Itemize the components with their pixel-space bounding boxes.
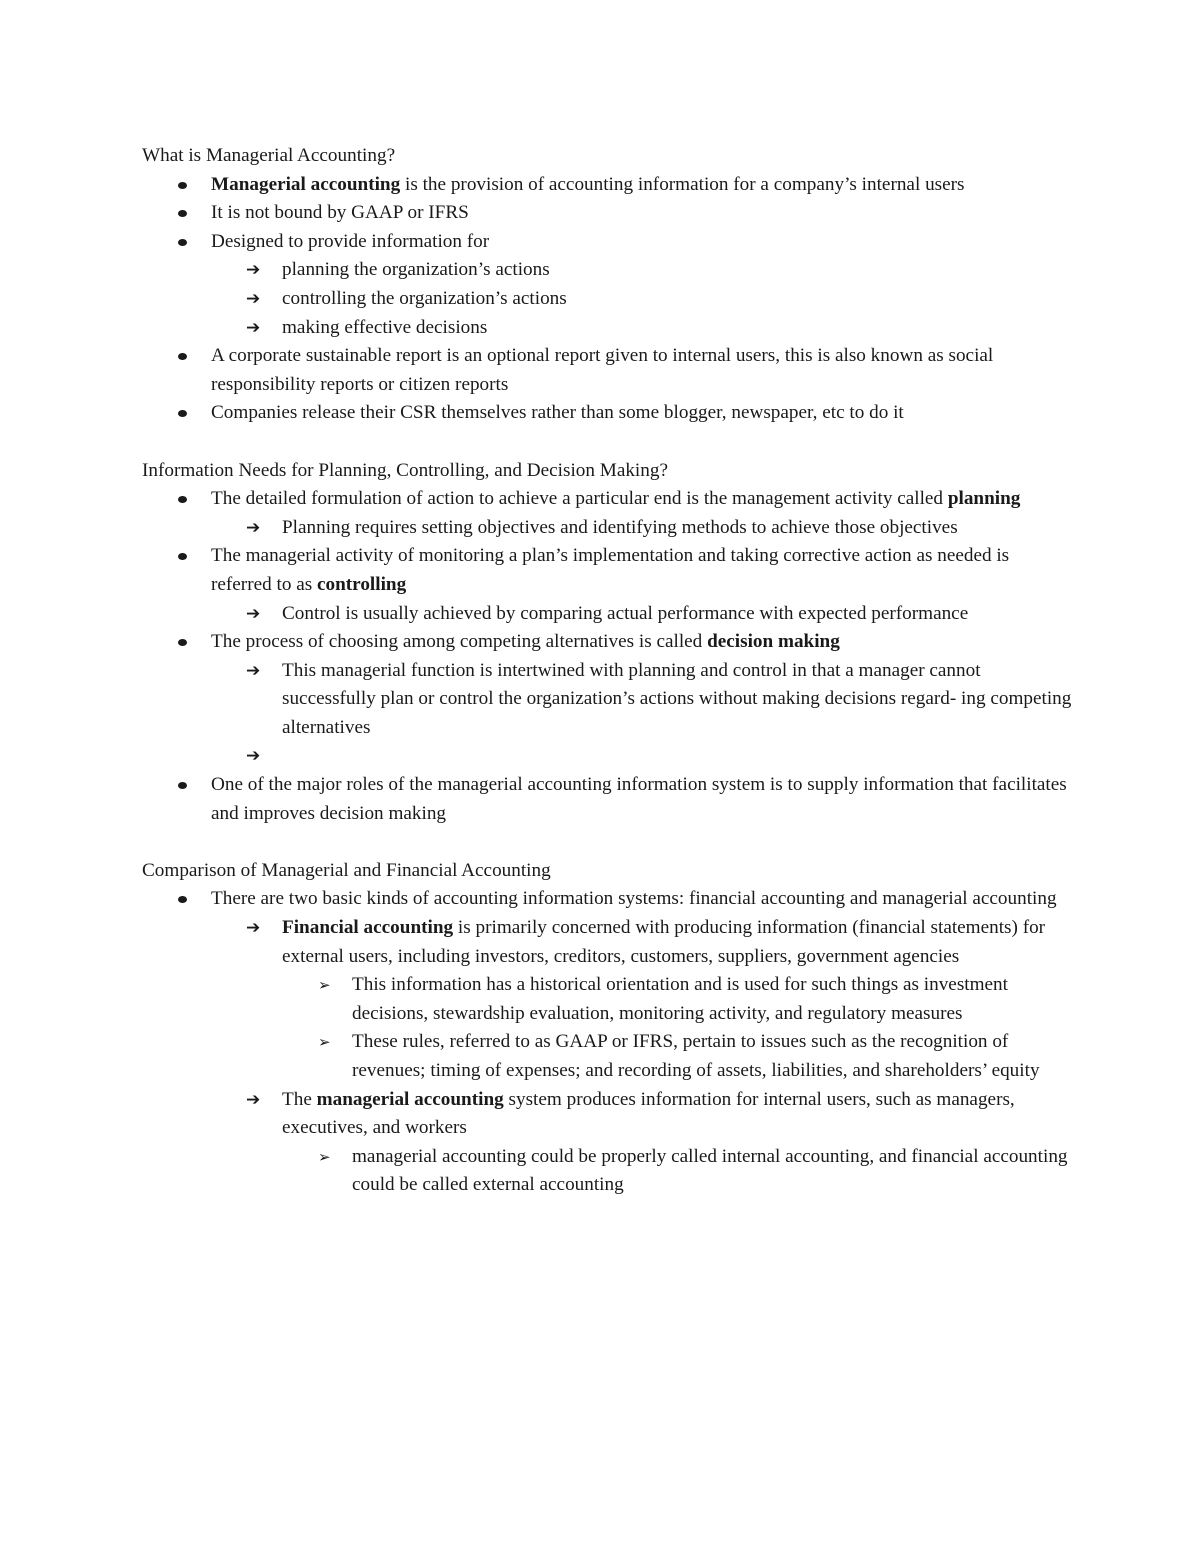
item-text: The detailed formulation of action to achieve a particular end is the management activity called	[211, 488, 948, 510]
bold-term: decision making	[707, 631, 840, 653]
bold-term: controlling	[317, 573, 407, 595]
bold-term: managerial accounting	[316, 1088, 504, 1110]
item-text: These rules, referred to as GAAP or IFRS, pertain to issues such as the recognition of revenues; timing of expenses; and recording of assets, liabilities, and shareholders’ equity	[352, 1031, 1040, 1081]
item-text: It is not bound by GAAP or IFRS	[211, 202, 469, 224]
list-item	[142, 199, 1072, 228]
list-item	[142, 628, 1072, 657]
list-item	[142, 171, 1072, 200]
list-item	[142, 885, 1072, 914]
list-item	[142, 514, 1072, 543]
item-text: making effective decisions	[282, 316, 488, 338]
list-item	[142, 1028, 1072, 1085]
item-text: Planning requires setting objectives and identifying methods to achieve those objectives	[282, 516, 958, 538]
list-item	[142, 228, 1072, 257]
item-text: system produces information for internal users, such as managers, executives, and workers	[282, 1088, 1015, 1139]
item-text: There are two basic kinds of accounting information systems: financial accounting and managerial accounting	[211, 888, 1057, 910]
section-gap	[142, 428, 1072, 457]
list-item	[142, 1086, 1072, 1143]
item-text: The managerial activity of monitoring a plan’s implementation and taking corrective action as needed is referred to as	[211, 545, 1010, 595]
section-heading: Information Needs for Planning, Controlling, and Decision Making?	[142, 459, 668, 481]
item-text: This information has a historical orientation and is used for such things as investment decisions, stewardship evaluation, monitoring activity, and regulatory measures	[352, 974, 1008, 1024]
item-text: is the provision of accounting information for a company’s internal users	[400, 173, 965, 195]
document-page	[142, 142, 1072, 1200]
list-item	[142, 314, 1072, 343]
bold-term: Managerial accounting	[211, 173, 401, 195]
item-text: This managerial function is intertwined with planning and control in that a manager cannot successfully plan or control the organization’s actions without making decisions regard- ing competing alternatives	[282, 659, 1072, 738]
item-text: controlling the organization’s actions	[282, 287, 567, 309]
list-item	[142, 771, 1072, 828]
arrow-right-icon: ➔	[246, 746, 261, 767]
list-item	[142, 971, 1072, 1028]
item-text: managerial accounting could be properly called internal accounting, and financial accounting could be called external accounting	[352, 1145, 1068, 1196]
list-item	[142, 742, 1072, 771]
list-item	[142, 600, 1072, 629]
item-text: The	[282, 1088, 317, 1110]
arrow-right-icon: ➔	[246, 260, 261, 281]
item-text: One of the major roles of the managerial accounting information system is to supply information that facilitates and improves decision making	[211, 774, 1067, 824]
bold-term: Financial accounting	[282, 917, 454, 939]
item-text: is primarily concerned with producing information (financial statements) for external users, including investors, creditors, customers, suppliers, government agencies	[282, 917, 1046, 967]
list-item	[142, 485, 1072, 514]
section-heading: Comparison of Managerial and Financial Accounting	[142, 859, 551, 881]
list-item	[142, 914, 1072, 971]
arrow-right-icon: ➔	[246, 660, 261, 681]
list-item	[142, 542, 1072, 599]
item-text: The process of choosing among competing alternatives is called	[211, 631, 708, 653]
arrow-right-icon: ➔	[246, 1089, 261, 1110]
arrowhead-icon: ➢	[318, 976, 331, 995]
arrow-right-icon: ➔	[246, 603, 261, 624]
list-item	[142, 657, 1072, 743]
item-text: Companies release their CSR themselves rather than some blogger, newspaper, etc to do it	[211, 402, 904, 424]
section-gap	[142, 828, 1072, 857]
bold-term: planning	[947, 488, 1021, 510]
arrow-right-icon: ➔	[246, 317, 261, 338]
list-item	[142, 342, 1072, 399]
item-text: Control is usually achieved by comparing actual performance with expected performance	[282, 602, 969, 624]
list-item	[142, 399, 1072, 428]
list-item	[142, 285, 1072, 314]
item-text: Designed to provide information for	[211, 230, 490, 252]
arrowhead-icon: ➢	[318, 1147, 331, 1166]
arrow-right-icon: ➔	[246, 288, 261, 309]
list-item	[142, 256, 1072, 285]
item-text: planning the organization’s actions	[282, 259, 550, 281]
arrow-right-icon: ➔	[246, 918, 261, 939]
arrowhead-icon: ➢	[318, 1033, 331, 1052]
section-heading: What is Managerial Accounting?	[142, 145, 396, 166]
list-item	[142, 1143, 1072, 1200]
arrow-right-icon: ➔	[246, 517, 261, 538]
item-text: A corporate sustainable report is an optional report given to internal users, this is also known as social responsibility reports or citizen reports	[211, 345, 994, 395]
